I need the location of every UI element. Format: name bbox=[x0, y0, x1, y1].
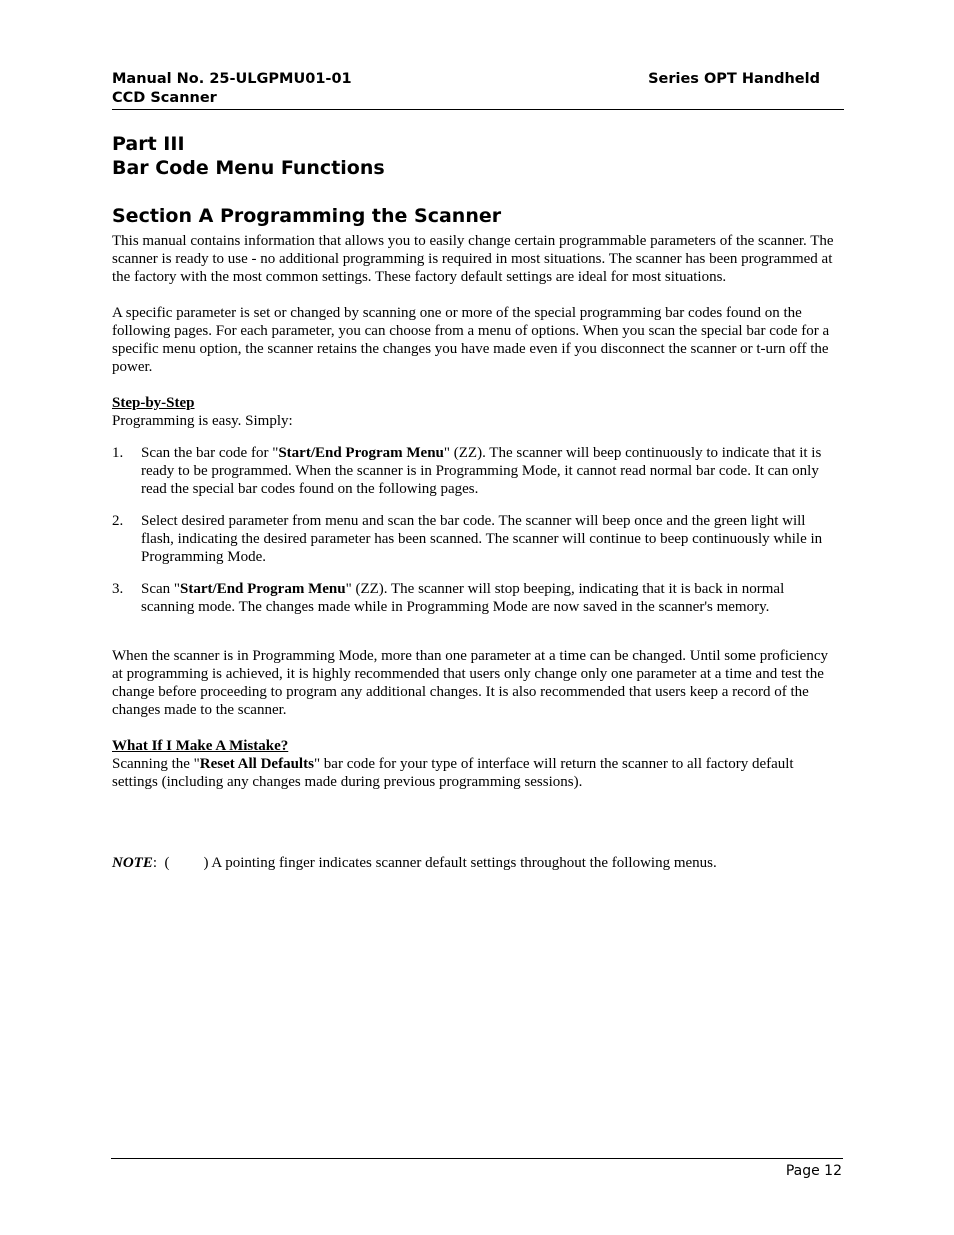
mistake-text-pre: Scanning the " bbox=[112, 756, 200, 772]
step-number: 1. bbox=[112, 445, 124, 461]
part-number: Part III bbox=[112, 133, 185, 155]
note-text: ) A pointing finger indicates scanner default settings throughout the following menus. bbox=[203, 855, 717, 871]
step-by-step-heading: Step-by-Step bbox=[112, 395, 195, 411]
list-item bbox=[112, 512, 838, 566]
note-line bbox=[112, 854, 717, 872]
intro-paragraph: This manual contains information that allows you to easily change certain programmable parameters of the scanner. The scanner is ready to use - no additional programming is required in most situations. The scanner has been programmed at the factory with the most common settings. These factory default settings are ideal for most situations. bbox=[112, 233, 834, 285]
step-by-step-lead: Programming is easy. Simply: bbox=[112, 413, 293, 429]
mistake-paragraph bbox=[112, 755, 838, 791]
list-item bbox=[112, 444, 838, 498]
note-colon: : bbox=[152, 855, 158, 871]
product-name: CCD Scanner bbox=[112, 90, 217, 106]
step-text-post: " (ZZ). The scanner will stop beeping, indicating that it is back in normal scanning mode. The changes made while in Programming Mode are now saved in the scanner's memory. bbox=[141, 581, 785, 615]
step-text-pre: Scan " bbox=[141, 581, 181, 597]
body-content bbox=[112, 232, 838, 791]
page-number: Page 12 bbox=[785, 1163, 842, 1179]
note-open-paren: ( bbox=[164, 855, 170, 871]
step-number: 3. bbox=[112, 581, 124, 597]
part-title: Bar Code Menu Functions bbox=[112, 157, 385, 179]
manual-number: Manual No. 25-ULGPMU01-01 bbox=[112, 71, 352, 87]
mistake-heading: What If I Make A Mistake? bbox=[112, 738, 289, 754]
section-heading: Section A Programming the Scanner bbox=[112, 205, 502, 227]
step-text-post: " (ZZ). The scanner will beep continuously to indicate that it is ready to be programmed. When the scanner is in Programming Mode, it cannot read normal bar code. It can only read the special bar codes found on the following pages. bbox=[141, 445, 822, 497]
note-label: NOTE bbox=[112, 855, 153, 871]
step-number: 2. bbox=[112, 513, 124, 529]
series-name: Series OPT Handheld bbox=[648, 71, 820, 87]
page-header bbox=[112, 70, 843, 108]
step-text-bold: Start/End Program Menu bbox=[278, 445, 444, 461]
parameter-paragraph: A specific parameter is set or changed by scanning one or more of the special programming bar codes found on the following pages. For each parameter, you can choose from a menu of options. When you scan the special bar code for a specific menu option, the scanner retains the changes you have made even if you disconnect the scanner or t-urn off the power. bbox=[112, 305, 830, 375]
footer-rule bbox=[111, 1158, 843, 1159]
part-heading bbox=[112, 132, 385, 180]
step-text-pre: Scan the bar code for " bbox=[141, 445, 279, 461]
step-text: Select desired parameter from menu and scan the bar code. The scanner will beep once and the green light will flash, indicating the desired parameter has been scanned. The scanner will continue to beep continuously while in Programming Mode. bbox=[141, 513, 823, 565]
step-text-bold: Start/End Program Menu bbox=[180, 581, 346, 597]
mistake-text-bold: Reset All Defaults bbox=[199, 756, 314, 772]
programming-mode-paragraph: When the scanner is in Programming Mode, more than one parameter at a time can be changed. Until some proficiency at programming is achieved, it is highly recommended that users only change only one parameter at a time and test the change before proceeding to program any additional changes. It is also recommended that users keep a record of the changes made to the scanner. bbox=[112, 648, 829, 718]
steps-list bbox=[112, 444, 838, 616]
header-rule bbox=[112, 109, 844, 110]
mistake-text-post: " bar code for your type of interface will return the scanner to all factory default settings (including any changes made during previous programming sessions). bbox=[112, 756, 794, 790]
list-item bbox=[112, 580, 838, 616]
